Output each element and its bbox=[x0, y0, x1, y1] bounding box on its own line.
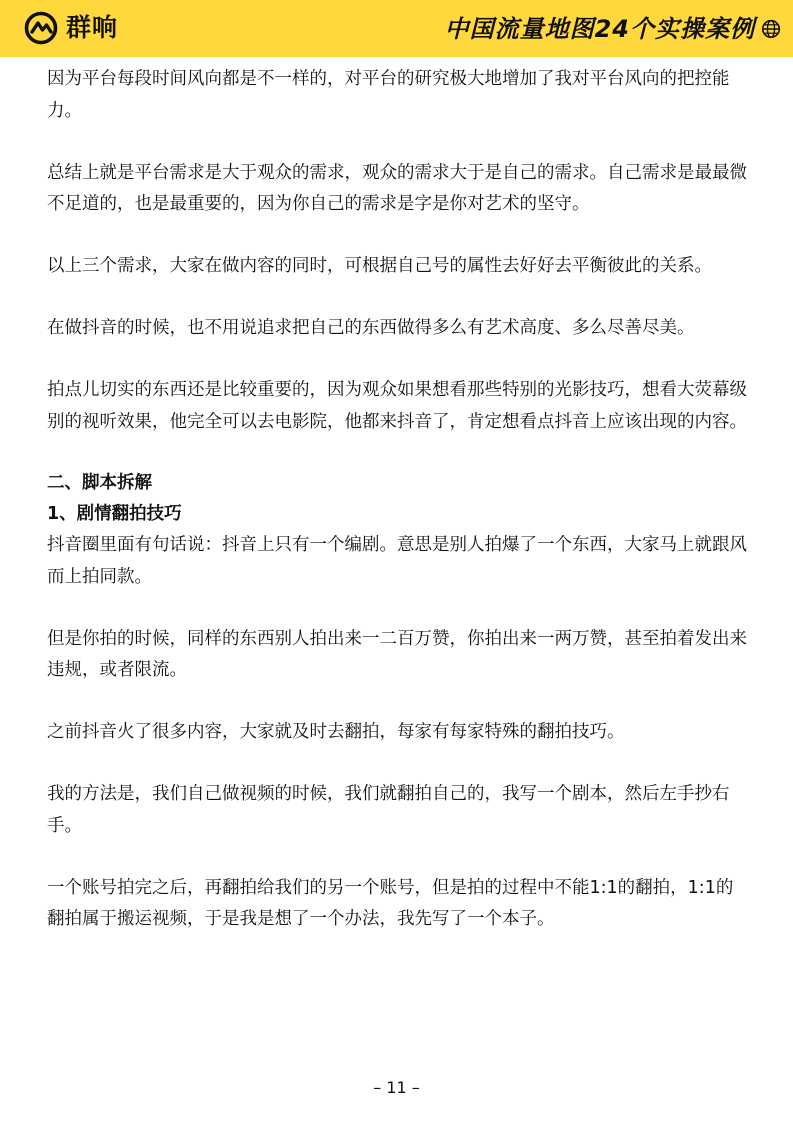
page-number: – 11 – bbox=[373, 1078, 420, 1097]
subsection-heading: 1、剧情翻拍技巧 bbox=[47, 504, 182, 524]
page-body bbox=[47, 64, 747, 936]
body-paragraph: 拍点儿切实的东西还是比较重要的，因为观众如果想看那些特别的光影技巧，想看大荧幕级别的视听效果，他完全可以去电影院，他都来抖音了，肯定想看点抖音上应该出现的内容。 bbox=[47, 380, 747, 432]
header-title: 中国流量地图24个实操案例 bbox=[444, 15, 755, 43]
body-paragraph: 但是你拍的时候，同样的东西别人拍出来一二百万赞，你拍出来一两万赞，甚至拍着发出来违规，或者限流。 bbox=[47, 628, 747, 680]
body-paragraph: 我的方法是，我们自己做视频的时候，我们就翻拍自己的，我写一个剧本，然后左手抄右手。 bbox=[47, 784, 730, 836]
body-paragraph: 因为平台每段时间风向都是不一样的，对平台的研究极大地增加了我对平台风向的把控能力。 bbox=[47, 69, 730, 121]
brand-name: 群响 bbox=[66, 13, 119, 42]
page-header bbox=[0, 0, 793, 57]
header-title-group bbox=[445, 12, 781, 46]
body-paragraph: 一个账号拍完之后，再翻拍给我们的另一个账号，但是拍的过程中不能1:1的翻拍，1:1的翻拍属于搬运视频，于是我是想了一个办法，我先写了一个本子。 bbox=[47, 877, 734, 929]
body-paragraph: 以上三个需求，大家在做内容的同时，可根据自己号的属性去好好去平衡彼此的关系。 bbox=[47, 256, 712, 276]
brand bbox=[24, 11, 118, 45]
globe-icon bbox=[761, 19, 781, 39]
section-heading: 二、脚本拆解 bbox=[47, 473, 152, 493]
body-paragraph: 在做抖音的时候，也不用说追求把自己的东西做得多么有艺术高度、多么尽善尽美。 bbox=[47, 318, 695, 338]
brand-logo-icon bbox=[24, 11, 58, 45]
body-paragraph: 抖音圈里面有句话说：抖音上只有一个编剧。意思是别人拍爆了一个东西，大家马上就跟风而上拍同款。 bbox=[47, 535, 747, 587]
body-paragraph: 总结上就是平台需求是大于观众的需求，观众的需求大于是自己的需求。自己需求是最最微不足道的，也是最重要的，因为你自己的需求是字是你对艺术的坚守。 bbox=[47, 162, 747, 214]
body-paragraph: 之前抖音火了很多内容，大家就及时去翻拍，每家有每家特殊的翻拍技巧。 bbox=[47, 722, 625, 742]
